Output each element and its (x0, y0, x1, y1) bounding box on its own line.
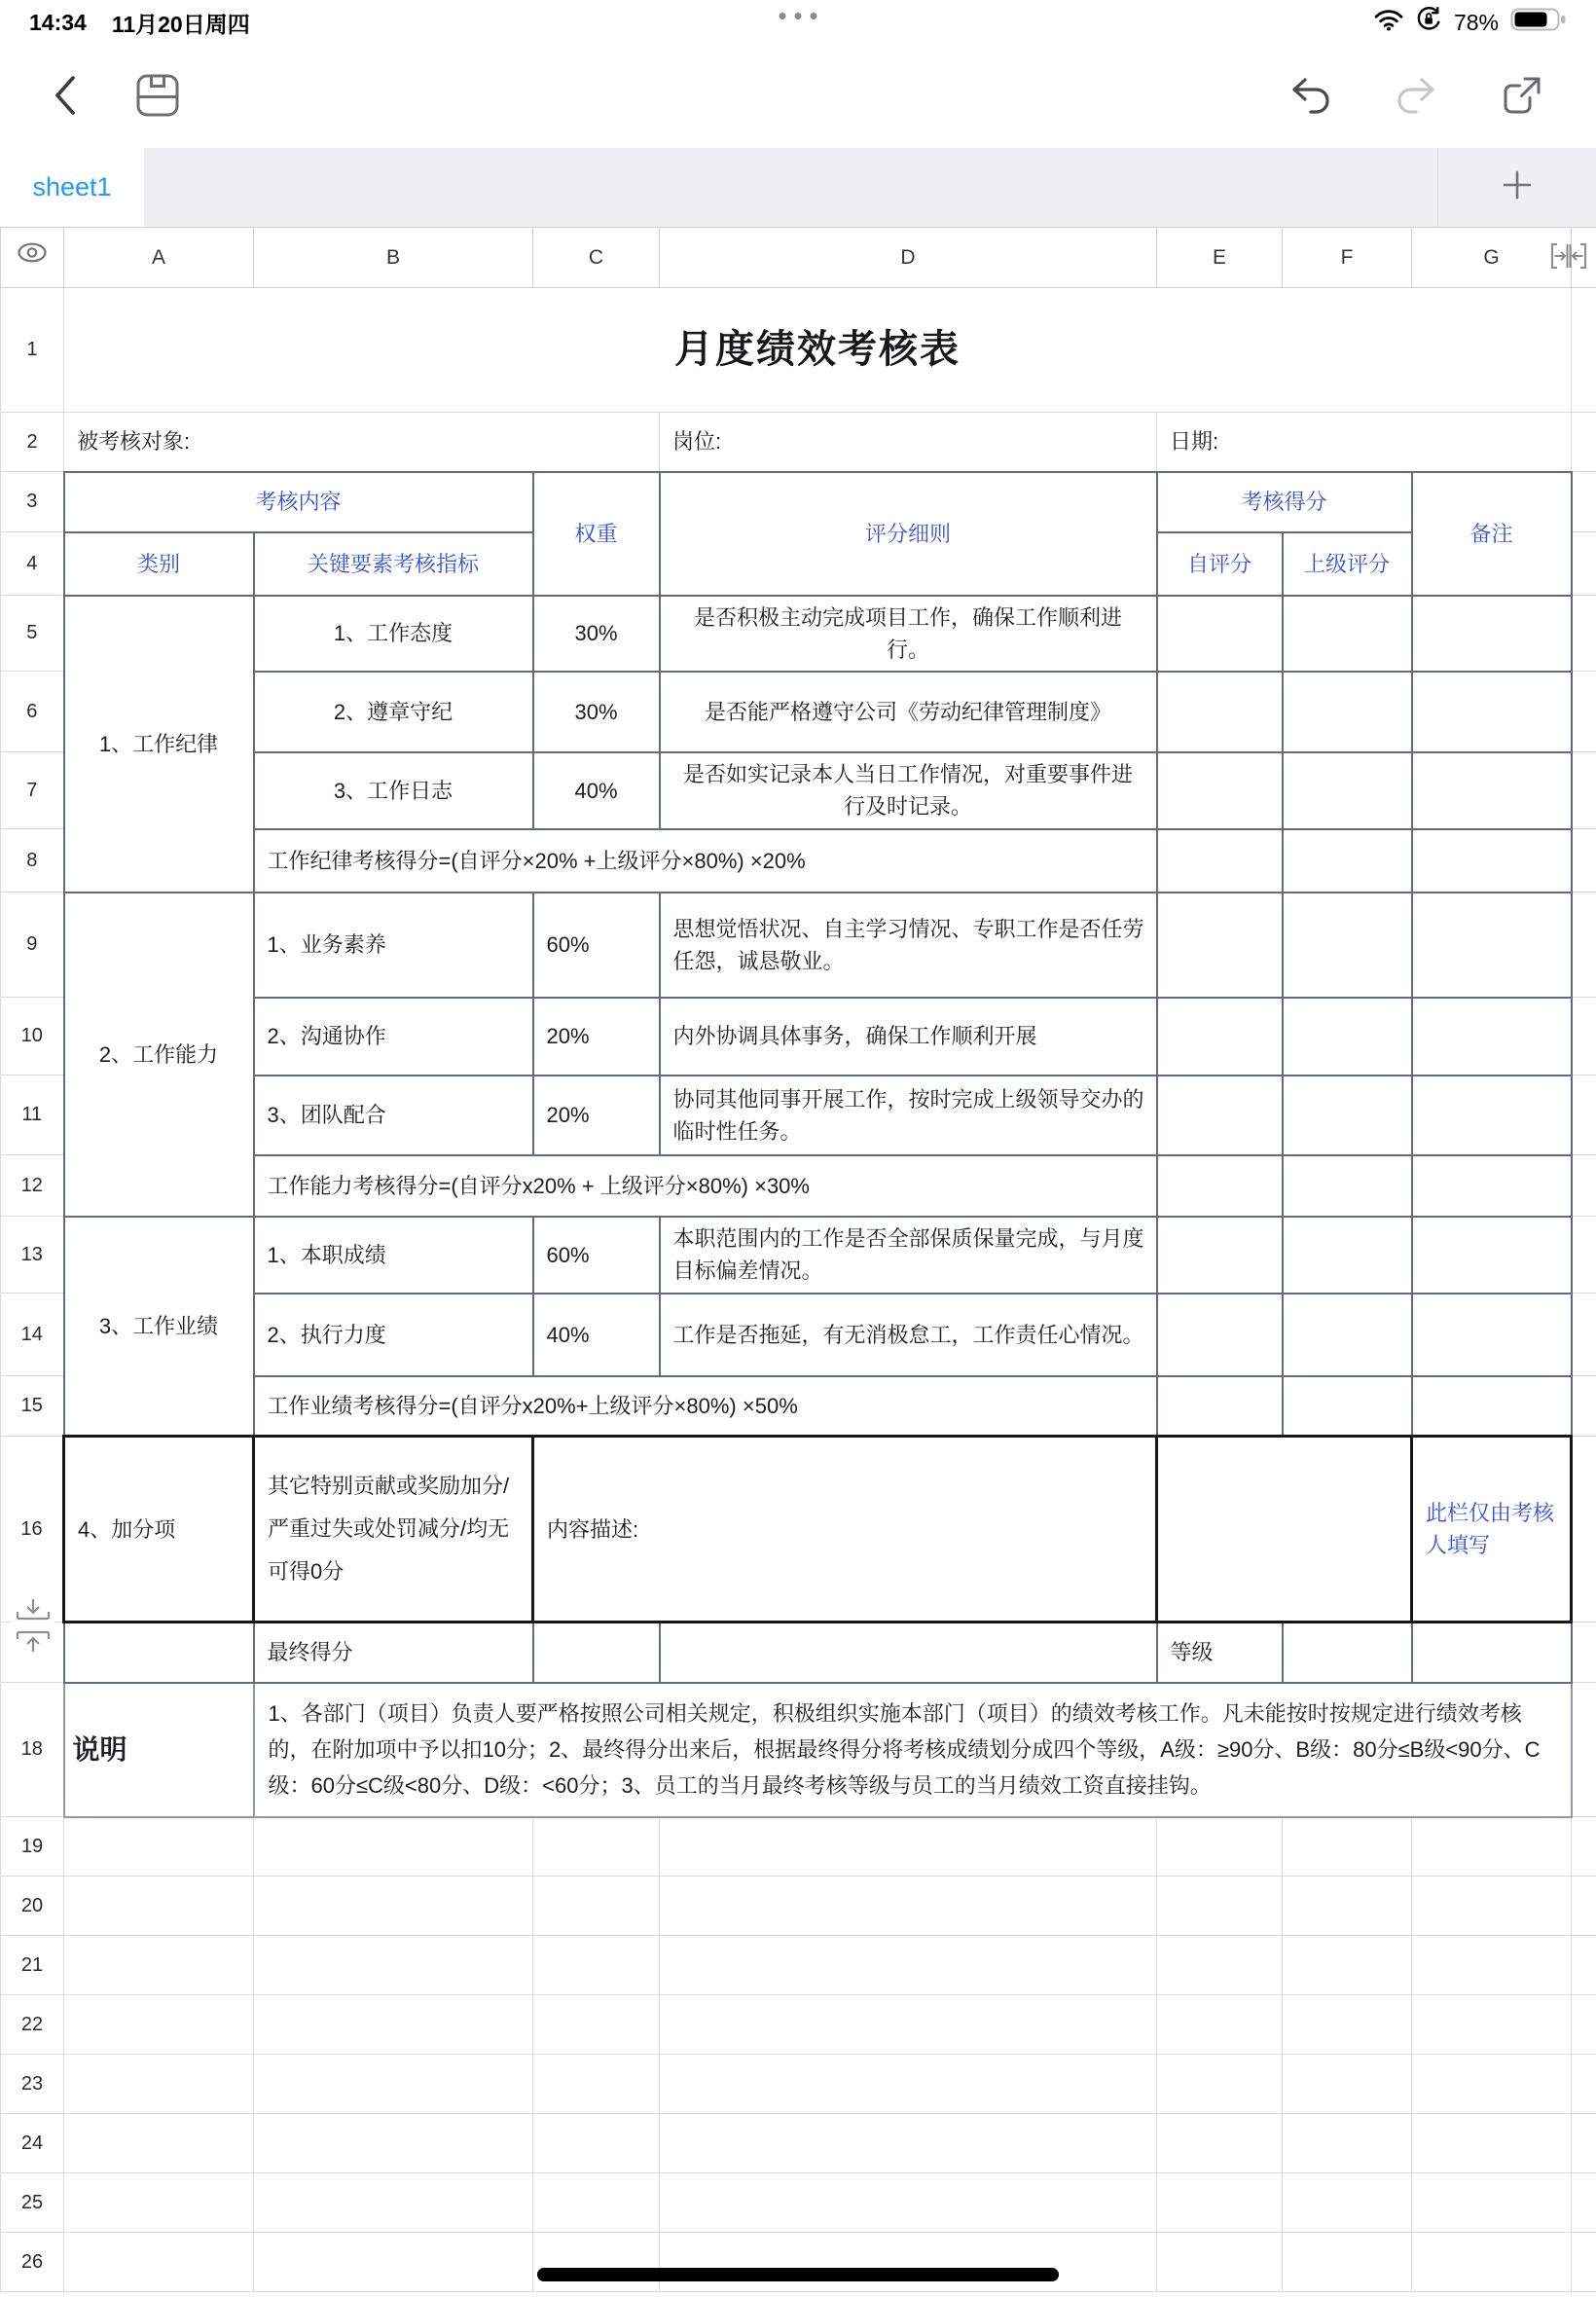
cell-overflow[interactable] (1572, 1622, 1596, 1683)
cell-s1r3-indicator[interactable]: 3、工作日志 (254, 752, 533, 829)
col-header-e[interactable]: E (1157, 228, 1283, 288)
cell-assessee[interactable]: 被考核对象: (64, 413, 660, 472)
cell-notes-label[interactable]: 说明 (64, 1683, 254, 1817)
plus-icon (1502, 169, 1533, 205)
rotation-lock-icon (1415, 6, 1442, 39)
cell-empty[interactable] (1412, 752, 1572, 829)
cell-overflow[interactable] (1572, 829, 1596, 893)
date-text: 11月20日周四 (111, 11, 250, 37)
cell-empty[interactable] (1283, 1936, 1412, 1995)
cell-overflow[interactable] (1572, 596, 1596, 672)
cell-overflow[interactable] (1572, 752, 1596, 829)
cell-s1r1-weight[interactable]: 30% (533, 596, 660, 672)
cell-empty[interactable] (533, 1817, 660, 1877)
select-all-corner[interactable] (1, 228, 64, 288)
cell-s3r1-detail[interactable]: 本职范围内的工作是否全部保质保量完成，与月度目标偏差情况。 (660, 1217, 1157, 1294)
cell-empty[interactable] (1283, 1877, 1412, 1936)
cell-empty[interactable] (1412, 2055, 1572, 2114)
cell-overflow[interactable] (1572, 893, 1596, 998)
cell-head-weight[interactable]: 权重 (533, 472, 660, 596)
cell-s2-formula[interactable]: 工作能力考核得分=(自评分x20% + 上级评分×80%) ×30% (254, 1155, 1157, 1217)
cell-position[interactable]: 岗位: (660, 413, 1157, 472)
cell-empty[interactable] (660, 2114, 1157, 2173)
row-header-23[interactable]: 23 (1, 2055, 64, 2114)
cell-overflow[interactable] (1572, 1817, 1596, 1877)
cell-empty[interactable] (254, 2233, 533, 2292)
cell-date[interactable]: 日期: (1157, 413, 1572, 472)
cell-empty[interactable] (660, 1877, 1157, 1936)
share-button[interactable] (1501, 74, 1543, 120)
row-header-19[interactable]: 19 (1, 1817, 64, 1877)
cell-empty[interactable] (1283, 998, 1412, 1076)
collapse-row-up-icon (13, 1630, 54, 1659)
cell-head-superior-score[interactable]: 上级评分 (1283, 532, 1412, 596)
cell-empty[interactable] (1157, 1817, 1283, 1877)
save-button[interactable] (134, 72, 181, 122)
cell-empty[interactable] (1283, 1076, 1412, 1155)
row-header-8[interactable]: 8 (1, 829, 64, 893)
eye-icon (15, 246, 50, 269)
cell-empty[interactable] (1412, 2114, 1572, 2173)
back-button[interactable] (53, 75, 78, 119)
row-header-11[interactable]: 11 (1, 1076, 64, 1155)
cell-overflow[interactable] (1572, 2055, 1596, 2114)
cell-head-category[interactable]: 类别 (64, 532, 254, 596)
cell-overflow[interactable] (1572, 472, 1596, 532)
cell-head-indicator[interactable]: 关键要素考核指标 (254, 532, 533, 596)
cell-empty[interactable] (1283, 1995, 1412, 2055)
row-header-18[interactable]: 18 (1, 1683, 64, 1817)
cell-empty[interactable] (1412, 2233, 1572, 2292)
cell-head-self-score[interactable]: 自评分 (1157, 532, 1283, 596)
cell-s1r3-detail[interactable]: 是否如实记录本人当日工作情况，对重要事件进行及时记录。 (660, 752, 1157, 829)
cell-empty[interactable] (1412, 1294, 1572, 1376)
cell-empty[interactable] (533, 1622, 660, 1683)
cell-empty[interactable] (533, 1936, 660, 1995)
cell-empty[interactable] (1157, 2173, 1283, 2233)
row-header-20[interactable]: 20 (1, 1877, 64, 1936)
spreadsheet (0, 227, 1596, 2292)
cell-empty[interactable] (1412, 829, 1572, 893)
tab-sheet1[interactable] (0, 148, 144, 227)
cell-empty[interactable] (1157, 1936, 1283, 1995)
cell-s2r2-detail[interactable]: 内外协调具体事务，确保工作顺利开展 (660, 998, 1157, 1076)
cell-empty[interactable] (64, 2055, 254, 2114)
cell-empty[interactable] (1157, 672, 1283, 752)
cell-s3-formula[interactable]: 工作业绩考核得分=(自评分x20%+上级评分×80%) ×50% (254, 1376, 1157, 1437)
cell-empty[interactable] (64, 1936, 254, 1995)
cell-empty[interactable] (64, 1622, 254, 1683)
cell-empty[interactable] (1157, 752, 1283, 829)
cell-s3r2-weight[interactable]: 40% (533, 1294, 660, 1376)
cell-empty[interactable] (1283, 1155, 1412, 1217)
row-header-26[interactable]: 26 (1, 2233, 64, 2292)
row-header-6[interactable]: 6 (1, 672, 64, 752)
cell-s2r3-weight[interactable]: 20% (533, 1076, 660, 1155)
redo-icon (1396, 77, 1436, 117)
cell-empty[interactable] (1412, 1817, 1572, 1877)
cell-empty[interactable] (1412, 998, 1572, 1076)
cell-empty[interactable] (660, 1817, 1157, 1877)
cell-empty[interactable] (254, 2055, 533, 2114)
add-sheet-button[interactable] (1437, 148, 1596, 227)
share-icon (1501, 74, 1543, 120)
cell-empty[interactable] (1283, 829, 1412, 893)
col-header-b[interactable]: B (254, 228, 533, 288)
cell-s2r2-weight[interactable]: 20% (533, 998, 660, 1076)
cell-overflow[interactable] (1572, 1376, 1596, 1437)
cell-empty[interactable] (660, 1936, 1157, 1995)
cell-empty[interactable] (1412, 1217, 1572, 1294)
undo-button[interactable] (1290, 77, 1331, 117)
cell-final-label[interactable]: 最终得分 (254, 1622, 533, 1683)
cell-s2r1-indicator[interactable]: 1、业务素养 (254, 893, 533, 998)
battery-percent-text: 78% (1453, 9, 1499, 35)
cell-empty[interactable] (1157, 2233, 1283, 2292)
cell-empty[interactable] (64, 1995, 254, 2055)
row-header-2[interactable]: 2 (1, 413, 64, 472)
cell-s1r2-indicator[interactable]: 2、遵章守纪 (254, 672, 533, 752)
cell-empty[interactable] (1157, 1217, 1283, 1294)
cell-empty[interactable] (660, 2173, 1157, 2233)
row-header-3[interactable]: 3 (1, 472, 64, 532)
cell-overflow[interactable] (1572, 532, 1596, 596)
cell-empty[interactable] (1283, 596, 1412, 672)
cell-grade-label[interactable]: 等级 (1157, 1622, 1283, 1683)
status-bar (0, 0, 1596, 45)
cell-head-remark[interactable]: 备注 (1412, 472, 1572, 596)
cell-title[interactable]: 月度绩效考核表 (64, 288, 1572, 413)
cell-section-1-name[interactable]: 1、工作纪律 (64, 596, 254, 893)
cell-overflow[interactable] (1572, 1683, 1596, 1817)
cell-empty[interactable] (1412, 1995, 1572, 2055)
cell-empty[interactable] (254, 1817, 533, 1877)
cell-empty[interactable] (1157, 1995, 1283, 2055)
cell-empty[interactable] (64, 2173, 254, 2233)
multitask-dots-icon (780, 13, 817, 19)
tab-label: sheet1 (32, 172, 112, 201)
col-header-f[interactable]: F (1283, 228, 1412, 288)
cell-s1r1-indicator[interactable]: 1、工作态度 (254, 596, 533, 672)
cell-overflow[interactable] (1572, 1995, 1596, 2055)
cell-head-score[interactable]: 考核得分 (1157, 472, 1412, 532)
cell-empty[interactable] (1412, 1877, 1572, 1936)
cell-empty[interactable] (1283, 2233, 1412, 2292)
cell-s2r1-weight[interactable]: 60% (533, 893, 660, 998)
cell-overflow[interactable] (1572, 1437, 1596, 1622)
grid-table (0, 227, 1596, 2292)
cell-empty[interactable] (1412, 672, 1572, 752)
wifi-icon (1374, 9, 1403, 37)
cell-empty[interactable] (1283, 1294, 1412, 1376)
cell-empty[interactable] (1412, 893, 1572, 998)
cell-overflow[interactable] (1572, 288, 1596, 413)
cell-empty[interactable] (1283, 672, 1412, 752)
cell-empty[interactable] (1283, 1622, 1412, 1683)
chevron-left-icon (53, 75, 78, 119)
cell-section-3-name[interactable]: 3、工作业绩 (64, 1217, 254, 1437)
row-header-4[interactable]: 4 (1, 532, 64, 596)
cell-s1-formula[interactable]: 工作纪律考核得分=(自评分×20% +上级评分×80%) ×20% (254, 829, 1157, 893)
cell-overflow[interactable] (1572, 1076, 1596, 1155)
cell-empty[interactable] (1157, 1155, 1283, 1217)
cell-empty[interactable] (533, 2233, 660, 2292)
cell-empty[interactable] (1412, 1622, 1572, 1683)
row-split-handle[interactable] (11, 1596, 55, 1659)
cell-empty[interactable] (533, 1995, 660, 2055)
cell-empty[interactable] (1283, 752, 1412, 829)
cell-overflow[interactable] (1572, 1936, 1596, 1995)
cell-empty[interactable] (1157, 2114, 1283, 2173)
cell-head-criteria[interactable]: 评分细则 (660, 472, 1157, 596)
col-header-c[interactable]: C (533, 228, 660, 288)
cell-overflow[interactable] (1572, 998, 1596, 1076)
cell-empty[interactable] (64, 1877, 254, 1936)
cell-empty[interactable] (254, 1877, 533, 1936)
cell-overflow[interactable] (1572, 2114, 1596, 2173)
row-header-5[interactable]: 5 (1, 596, 64, 672)
cell-empty[interactable] (1157, 829, 1283, 893)
row-header-21[interactable]: 21 (1, 1936, 64, 1995)
cell-empty[interactable] (533, 2114, 660, 2173)
cell-empty[interactable] (660, 1622, 1157, 1683)
cell-empty[interactable] (1283, 2055, 1412, 2114)
row-header-10[interactable]: 10 (1, 998, 64, 1076)
cell-overflow[interactable] (1572, 2233, 1596, 2292)
cell-empty[interactable] (1283, 2173, 1412, 2233)
cell-s2r3-detail[interactable]: 协同其他同事开展工作，按时完成上级领导交办的临时性任务。 (660, 1076, 1157, 1155)
cell-s3r2-detail[interactable]: 工作是否拖延，有无消极怠工，工作责任心情况。 (660, 1294, 1157, 1376)
row-header-9[interactable]: 9 (1, 893, 64, 998)
cell-empty[interactable] (1412, 596, 1572, 672)
fit-columns-button[interactable] (1550, 242, 1587, 274)
cell-empty[interactable] (254, 2173, 533, 2233)
cell-bonus-score[interactable] (1157, 1437, 1412, 1622)
undo-icon (1290, 77, 1331, 117)
cell-section-2-name[interactable]: 2、工作能力 (64, 893, 254, 1217)
battery-icon (1510, 6, 1567, 39)
home-indicator[interactable] (537, 2268, 1059, 2281)
cell-bonus-content[interactable]: 内容描述: (533, 1437, 1157, 1622)
row-header-1[interactable]: 1 (1, 288, 64, 413)
cell-s2r1-detail[interactable]: 思想觉悟状况、自主学习情况、专职工作是否任劳任怨，诚恳敬业。 (660, 893, 1157, 998)
row-header-24[interactable]: 24 (1, 2114, 64, 2173)
cell-s3r1-weight[interactable]: 60% (533, 1217, 660, 1294)
cell-empty[interactable] (254, 2114, 533, 2173)
row-header-25[interactable]: 25 (1, 2173, 64, 2233)
cell-s3r2-indicator[interactable]: 2、执行力度 (254, 1294, 533, 1376)
cell-s2r2-indicator[interactable]: 2、沟通协作 (254, 998, 533, 1076)
cell-empty[interactable] (1412, 1155, 1572, 1217)
cell-empty[interactable] (1157, 2055, 1283, 2114)
cell-empty[interactable] (1412, 2173, 1572, 2233)
col-header-d[interactable]: D (660, 228, 1157, 288)
save-icon (134, 72, 181, 122)
cell-bonus-rule[interactable]: 其它特别贡献或奖励加分/严重过失或处罚减分/均无可得0分 (254, 1437, 533, 1622)
cell-bonus-note[interactable]: 此栏仅由考核人填写 (1412, 1437, 1572, 1622)
cell-empty[interactable] (1157, 1294, 1283, 1376)
cell-s1r3-weight[interactable]: 40% (533, 752, 660, 829)
cell-empty[interactable] (254, 1995, 533, 2055)
row-header-15[interactable]: 15 (1, 1376, 64, 1437)
cell-overflow[interactable] (1572, 1217, 1596, 1294)
clock-text: 14:34 (29, 9, 87, 35)
cell-s1r2-detail[interactable]: 是否能严格遵守公司《劳动纪律管理制度》 (660, 672, 1157, 752)
col-header-a[interactable]: A (64, 228, 254, 288)
cell-empty[interactable] (1157, 1376, 1283, 1437)
row-header-16[interactable]: 16 (1, 1437, 64, 1622)
cell-overflow[interactable] (1572, 672, 1596, 752)
cell-s3r1-indicator[interactable]: 1、本职成绩 (254, 1217, 533, 1294)
cell-empty[interactable] (1157, 1076, 1283, 1155)
cell-empty[interactable] (1157, 893, 1283, 998)
cell-empty[interactable] (1283, 893, 1412, 998)
sheet-tab-bar (0, 148, 1596, 227)
collapse-columns-icon (1550, 257, 1587, 273)
cell-empty[interactable] (1283, 2114, 1412, 2173)
cell-empty[interactable] (533, 2173, 660, 2233)
cell-empty[interactable] (1412, 1376, 1572, 1437)
cell-overflow[interactable] (1572, 1155, 1596, 1217)
col-header-g[interactable]: G (1412, 228, 1572, 288)
cell-empty[interactable] (64, 1817, 254, 1877)
cell-empty[interactable] (660, 1995, 1157, 2055)
toolbar (0, 45, 1596, 148)
cell-overflow[interactable] (1572, 1877, 1596, 1936)
row-header-12[interactable]: 12 (1, 1155, 64, 1217)
cell-empty[interactable] (1283, 1217, 1412, 1294)
cell-s1r1-detail[interactable]: 是否积极主动完成项目工作，确保工作顺利进行。 (660, 596, 1157, 672)
cell-s2r3-indicator[interactable]: 3、团队配合 (254, 1076, 533, 1155)
cell-empty[interactable] (1283, 1376, 1412, 1437)
cell-empty[interactable] (660, 2233, 1157, 2292)
cell-bonus-name[interactable]: 4、加分项 (64, 1437, 254, 1622)
cell-empty[interactable] (660, 2055, 1157, 2114)
cell-empty[interactable] (533, 2055, 660, 2114)
cell-empty[interactable] (1412, 1076, 1572, 1155)
cell-empty[interactable] (1412, 1936, 1572, 1995)
cell-notes-text[interactable]: 1、各部门（项目）负责人要严格按照公司相关规定，积极组织实施本部门（项目）的绩效考核工作。凡未能按时按规定进行绩效考核的，在附加项中予以扣10分；2、最终得分出来后，根据最终得分将考核成绩划分成四个等级，A级：≥90分、B级：80分≤B级<90分、C级：60分≤C级<80分、D级：<60分；3、员工的当月最终考核等级与员工的当月绩效工资直接挂钩。 (254, 1683, 1572, 1817)
cell-empty[interactable] (254, 1936, 533, 1995)
row-header-13[interactable]: 13 (1, 1217, 64, 1294)
cell-empty[interactable] (64, 2233, 254, 2292)
row-header-7[interactable]: 7 (1, 752, 64, 829)
row-header-14[interactable]: 14 (1, 1294, 64, 1376)
cell-overflow[interactable] (1572, 2173, 1596, 2233)
redo-button[interactable] (1396, 77, 1436, 117)
cell-overflow[interactable] (1572, 413, 1596, 472)
cell-empty[interactable] (533, 1877, 660, 1936)
cell-empty[interactable] (1283, 1817, 1412, 1877)
cell-head-content[interactable]: 考核内容 (64, 472, 533, 532)
row-header-22[interactable]: 22 (1, 1995, 64, 2055)
cell-overflow[interactable] (1572, 1294, 1596, 1376)
collapse-row-down-icon (13, 1597, 54, 1625)
cell-empty[interactable] (1157, 1877, 1283, 1936)
cell-s1r2-weight[interactable]: 30% (533, 672, 660, 752)
cell-empty[interactable] (1157, 596, 1283, 672)
cell-empty[interactable] (1157, 998, 1283, 1076)
cell-empty[interactable] (64, 2114, 254, 2173)
